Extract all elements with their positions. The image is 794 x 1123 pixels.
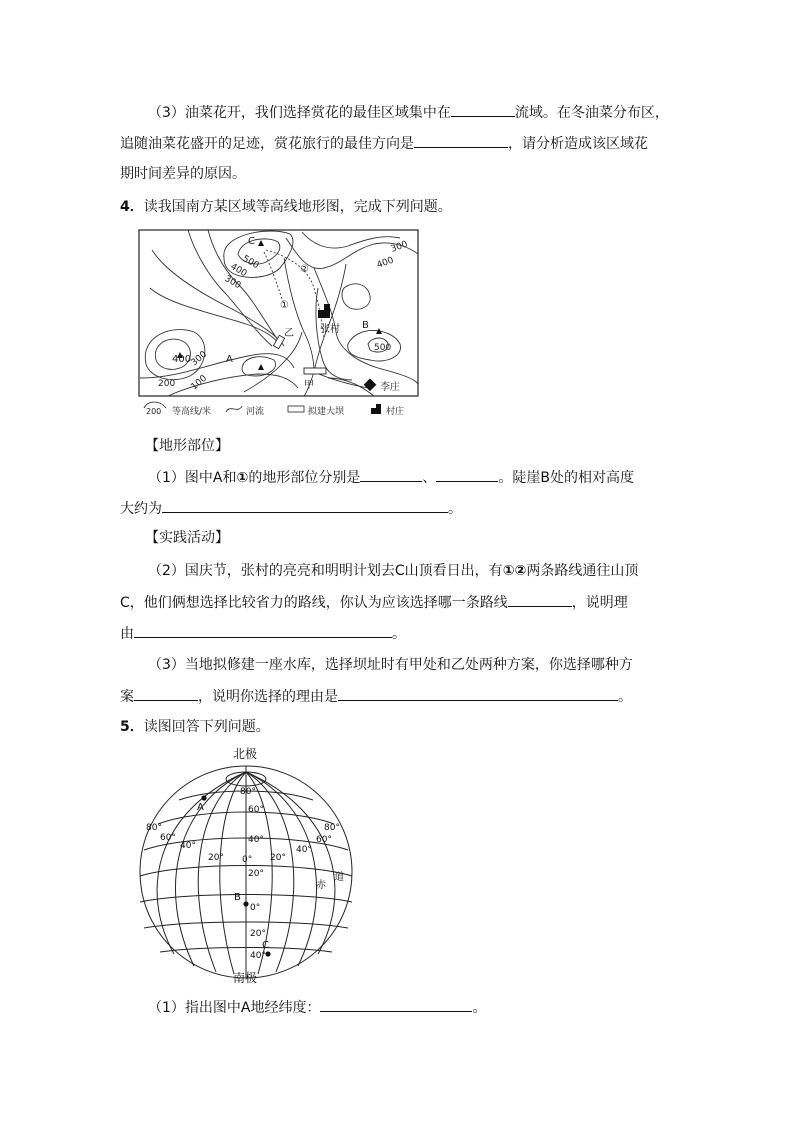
lat-label: 20° [248,869,264,879]
answer-blank[interactable] [162,498,448,513]
label-south-pole: 南极 [233,971,258,985]
legend-village: 村庄 [386,407,405,417]
q3-text: 流域。在冬油菜分布区， [514,105,669,121]
section-title-practice: 【实践活动】 [145,530,229,546]
lon-label: 40° [180,841,196,851]
meridian [220,772,246,974]
place-label-zhangcun: 张村 [320,324,340,335]
lon-label: 80° [324,823,340,833]
q4-text: 。 [618,689,632,705]
answer-blank[interactable] [508,592,572,607]
q4-text: 由 [120,626,134,642]
dam-jia [304,368,326,374]
route-2 [266,250,324,338]
q3-text: ，请分析造成该区域花 [508,136,648,152]
q5-text: （1）指出图中A地经纬度： [148,1000,321,1016]
answer-blank[interactable] [134,686,198,701]
dam-yi [273,335,284,348]
peak-center [258,364,264,370]
globe-diagram [134,742,364,988]
contour-line [342,284,370,309]
contour-label: 500 [240,253,261,272]
q4-text: （2）国庆节，张村的亮亮和明明计划去C山顶看日出，有 [148,563,503,579]
q4-text: C，他们俩想选择比较省力的路线，你认为应该选择哪一条路线 [120,595,508,611]
q4-text: （1）图中A和 [148,470,237,486]
contour-label: 300 [189,349,210,369]
lat-label: 0° [250,903,261,913]
river [284,258,314,372]
q4-sub1-line2 [120,498,462,519]
q3-line2 [120,133,648,154]
lon-label: 60° [160,833,176,843]
q4-sub2-line3 [120,623,406,644]
point-a-marker [201,795,206,800]
map-legend [144,402,404,417]
lat-label: 40° [248,835,264,845]
map-frame [139,230,418,396]
contour-label: 200 [158,379,176,389]
q4-text: 。 [392,626,406,642]
q4-sub1-line1 [148,467,634,488]
village-zhangcun [318,304,330,318]
lon-label: 60° [316,835,332,845]
lon-label: 20° [208,853,224,863]
q4-sub3-line1: （3）当地拟修建一座水库，选择坝址时有甲处和乙处两种方案，你选择哪种方 [148,657,633,673]
q4-text: ，说明理 [571,595,628,611]
q5-heading [120,717,270,737]
q4-text: 。陡崖B处的相对高度 [498,470,634,486]
q3-line1 [148,102,669,123]
point-label-2: ② [300,264,309,275]
legend-contour: 等高线/米 [172,407,212,417]
contour-label: 100 [189,373,210,393]
point-label-c: C [248,236,255,247]
route-1 [264,252,284,304]
village-lizhuang [364,378,377,391]
lon-label: 20° [270,853,286,863]
q4-sub3-line2 [120,686,632,707]
question-text: 读图回答下列问题。 [143,719,270,735]
answer-blank[interactable] [338,686,618,701]
answer-blank[interactable] [134,623,392,638]
q3-text: 追随油菜花盛开的足迹，赏花旅行的最佳方向是 [120,136,414,152]
answer-blank[interactable] [451,102,515,117]
point-label-a: A [197,802,204,813]
q4-text: 两条路线通往山顶 [526,563,639,579]
answer-blank[interactable] [320,997,472,1012]
lat-label: 40° [250,951,266,961]
answer-blank[interactable] [360,467,422,482]
question-number: 5． [120,719,144,735]
contour-label: 500 [374,343,392,353]
q3-text: （3）油菜花开，我们选择赏花的最佳区域集中在 [148,105,451,121]
contour-label: 400 [375,255,396,271]
contour-line [302,232,400,248]
question-text: 读我国南方某区域等高线地形图，完成下列问题。 [143,199,452,215]
q4-text: 、 [422,470,437,486]
section-title-terrain: 【地形部位】 [145,438,229,454]
meridian [175,772,246,966]
q5-text: 。 [472,1000,487,1016]
label-north-pole: 北极 [233,747,258,761]
circle-number-1: ① [236,470,249,486]
lon-label: 0° [242,855,253,865]
lat-label: 80° [240,787,256,797]
q3-line3: 期时间差异的原因。 [120,166,246,182]
contour-map [138,228,420,422]
q4-sub2-line1 [148,561,638,581]
point-label-b: B [362,320,369,331]
q4-text: ，说明你选择的理由是 [198,689,338,705]
legend-river: 河流 [246,407,265,417]
point-label-b: B [234,892,241,903]
meridian [246,772,335,954]
point-label-a: A [226,354,233,365]
q4-text: 案 [120,689,134,705]
answer-blank[interactable] [414,133,508,148]
point-label-c: C [262,940,269,951]
q4-heading [120,197,452,217]
legend-dam: 拟建大坝 [308,407,345,417]
point-b-marker [243,901,248,906]
contour-label: 400 [228,261,249,280]
q5-sub1 [148,997,486,1018]
contour-label: 400 [172,354,192,365]
equator-label-1: 赤 [316,880,326,891]
meridian [157,772,246,954]
point-label-jia: 甲 [304,380,314,391]
q4-sub2-line2 [120,592,628,613]
circle-number-2: ② [514,563,527,579]
answer-blank[interactable] [436,467,498,482]
q4-text: 的地形部位分别是 [248,470,361,486]
point-c-marker [265,951,270,956]
circle-number-1: ① [502,563,515,579]
q4-text: 。 [448,501,462,517]
question-number: 4． [120,199,144,215]
contour-line [188,230,272,346]
equator-label-2: 道 [334,872,344,883]
lon-label: 80° [146,823,162,833]
point-label-yi: 乙 [284,328,294,339]
place-label-lizhuang: 李庄 [380,382,400,393]
peak-c [258,240,264,246]
contour-label: 300 [222,273,243,292]
q4-text: 大约为 [120,501,162,517]
contour-line [150,288,278,344]
contour-line [242,357,276,376]
contour-label: 300 [389,239,410,255]
lat-label: 20° [250,929,266,939]
point-label-1: ① [280,300,289,311]
lat-label: 60° [248,805,264,815]
lon-label: 40° [296,845,312,855]
legend-sample: 200 [146,407,162,416]
